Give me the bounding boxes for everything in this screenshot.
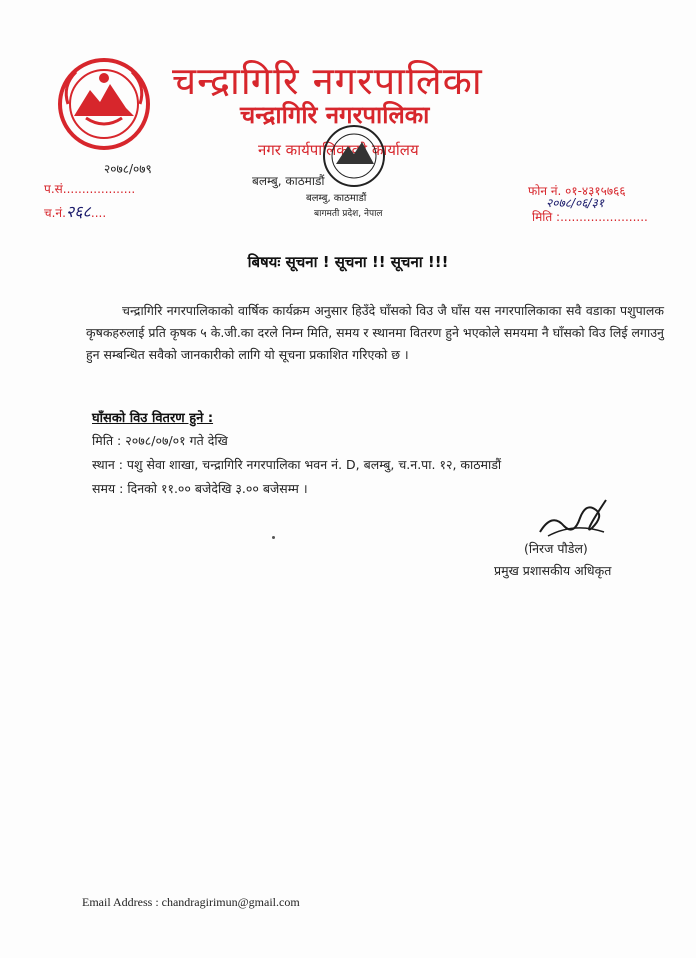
chalani-number: च.नं.२६८.... xyxy=(44,202,107,221)
distribution-place: स्थान : पशु सेवा शाखा, चन्द्रागिरि नगरपालिका भवन नं. D, बलम्बु, च.न.पा. १२, काठमाडौं xyxy=(92,457,502,472)
letterhead-title-secondary: चन्द्रागिरि नगरपालिका xyxy=(240,100,430,129)
signature-icon xyxy=(534,492,614,542)
chalani-label: च.नं. xyxy=(44,206,66,220)
distribution-date: मिति : २०७८/०७/०१ गते देखि xyxy=(92,433,228,448)
letterhead-title: चन्द्रागिरि नगरपालिका xyxy=(172,59,483,103)
fiscal-year: २०७८/०७९ xyxy=(104,162,152,176)
date-field xyxy=(532,208,648,225)
distribution-heading: घाँसको विउ वितरण हुने : xyxy=(92,411,214,426)
notice-body xyxy=(86,300,664,366)
patra-sankhya-value: .................. xyxy=(66,182,136,196)
patra-sankhya-label: प.सं. xyxy=(44,182,67,196)
stamp-text-location: बलम्बु, काठमाडौं xyxy=(306,193,367,204)
signatory-title: प्रमुख प्रशासकीय अधिकृत xyxy=(494,563,612,578)
chalani-value: २६८ xyxy=(65,202,91,221)
date-dots: ....................... xyxy=(560,210,648,224)
notice-paragraph: चन्द्रागिरि नगरपालिकाको वार्षिक कार्यक्रम अनुसार हिउँदे घाँसको विउ जै घाँस यस नगरपालिकाका सवै वडाका पशुपालक कृषकहरुलाई प्रति कृषक ५ के.जी.का दरले निम्न मिति, समय र स्थानमा वितरण हुने भएकोले समयमा नै घाँसको विउ लिई लगाउनु हुन सम्बन्धित सवैको जानकारीको लागि यो सूचना प्रकाशित गरिएको छ । xyxy=(86,303,664,362)
phone-number: फोन नं. ०१-४३१५७६६ xyxy=(528,184,626,198)
municipality-emblem-icon xyxy=(56,56,152,152)
subject-line: बिषयः सूचना ! सूचना !! सूचना !!! xyxy=(247,253,449,271)
patra-sankhya xyxy=(44,180,135,197)
letterhead-office: नगर कार्यपालिकाको कार्यालय xyxy=(258,141,419,159)
stamp-text-province: बागमती प्रदेश, नेपाल xyxy=(314,209,383,219)
letterhead-location: बलम्बु, काठमाडौं xyxy=(252,174,325,188)
handwritten-date: २०७८/०६/३१ xyxy=(546,196,605,210)
signatory-name: (निरज पौडेल) xyxy=(524,541,588,556)
distribution-time: समय : दिनको ११.०० बजेदेखि ३.०० बजेसम्म । xyxy=(92,481,308,496)
date-label: मिति : xyxy=(532,210,561,224)
footer-email: Email Address : chandragirimun@gmail.com xyxy=(82,895,300,909)
ink-dot xyxy=(272,536,275,539)
